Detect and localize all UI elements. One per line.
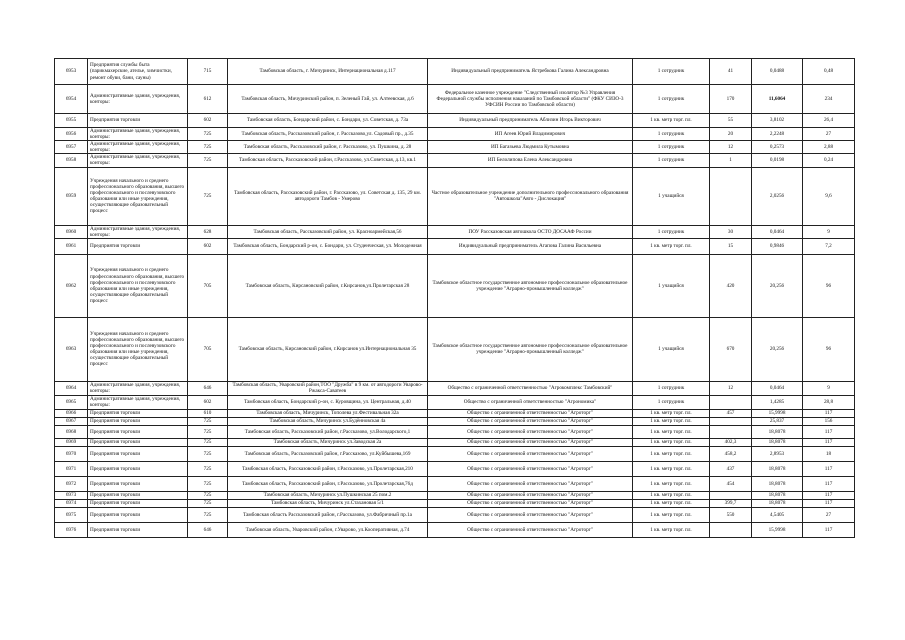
table-row [55,417,855,425]
object-type-cell: Предприятия торговли [88,499,188,507]
object-type-cell: Предприятия торговли [88,507,188,522]
volume-cell: 27 [803,507,855,522]
volume-cell: 26,4 [803,114,855,128]
volume-cell: 117 [803,409,855,417]
unit-cell: 1 кв. метр торг. пл. [633,114,710,128]
row-id-cell: 6965 [55,395,88,409]
code-cell: 610 [188,409,228,417]
norm-cell: 18,8078 [752,491,803,499]
volume-cell: 156 [803,417,855,425]
table-row [55,154,855,167]
row-id-cell: 6953 [55,59,88,85]
unit-cell: 1 кв. метр торг. пл. [633,417,710,425]
table-row [55,409,855,417]
count-cell: 457 [710,409,752,417]
unit-cell: 1 кв. метр торг. пл. [633,499,710,507]
owner-cell: Общество с ограниченной ответственностью "Агроторг" [428,461,633,476]
table-row [55,317,855,381]
code-cell: 646 [188,381,228,395]
row-id-cell: 6960 [55,225,88,238]
code-cell: 725 [188,128,228,141]
table-row [55,381,855,395]
address-cell: Тамбовская область, Мичуринск ул.Заводская 2а [228,438,428,446]
volume-cell: 117 [803,461,855,476]
norm-cell: 18,8078 [752,461,803,476]
object-type-cell: Предприятия торговли [88,476,188,491]
address-cell: Тамбовская область, Кирсановский район, г.Кирсанов,ул.Пролетарская 28 [228,254,428,317]
object-type-cell: Предприятия торговли [88,522,188,537]
count-cell: 1 [710,154,752,167]
address-cell: Тамбовская область, Рассказовский район, г. Рассказово, ул. Пушкина, д. 28 [228,141,428,154]
row-id-cell: 6969 [55,438,88,446]
row-id-cell: 6967 [55,417,88,425]
unit-cell: 1 учащийся [633,167,710,225]
volume-cell: 27 [803,128,855,141]
object-type-cell: Предприятия торговли [88,491,188,499]
unit-cell: 1 сотрудник [633,225,710,238]
norm-cell: 25,837 [752,417,803,425]
row-id-cell: 6962 [55,254,88,317]
owner-cell: Общество с ограниченной ответственностью "Агрономика" [428,395,633,409]
code-cell: 725 [188,417,228,425]
object-type-cell: Предприятия торговли [88,461,188,476]
norm-cell: 0,0464 [752,225,803,238]
table-row [55,141,855,154]
count-cell: 458,2 [710,446,752,461]
table-row [55,446,855,461]
code-cell: 725 [188,167,228,225]
code-cell: 725 [188,491,228,499]
object-type-cell: Административные здания, учреждения, конторы: [88,141,188,154]
object-type-cell: Административные здания, учреждения, конторы: [88,85,188,114]
count-cell: 454 [710,476,752,491]
table-row [55,85,855,114]
code-cell: 628 [188,225,228,238]
address-cell: Тамбовская область, Бондарский район, с. Бондари, ул. Советская, д. 73а [228,114,428,128]
norm-cell: 18,8078 [752,476,803,491]
norm-cell: 0,0488 [752,59,803,85]
norm-cell: 1,4285 [752,395,803,409]
count-cell [710,417,752,425]
table-row [55,461,855,476]
code-cell: 725 [188,507,228,522]
row-id-cell: 6972 [55,476,88,491]
owner-cell: Индивидуальный предприниматель Агапова Галина Васильевна [428,238,633,254]
unit-cell: 1 сотрудник [633,59,710,85]
object-type-cell: Предприятия торговли [88,114,188,128]
address-cell: Тамбовская область, Рассказовский район, г.Рассказово, ул.Володарского,1 [228,425,428,438]
code-cell: 725 [188,141,228,154]
volume-cell: 9 [803,225,855,238]
address-cell: Тамбовская область, Рассказовский район, г.Рассказово, ул.Советская, д.13, кв.1 [228,154,428,167]
address-cell: Тамбовская область, Рассказовский район, г.Рассказово, ул.Пролетарская,76д [228,476,428,491]
address-cell: Тамбовская область, Бондарский р-он, с. Бондари, ул. Студенческая, ул. Молодежная [228,238,428,254]
table-row [55,167,855,225]
table-row [55,476,855,491]
address-cell: Тамбовская область, Рассказовский район, ул. Красноармейская,56 [228,225,428,238]
row-id-cell: 6974 [55,499,88,507]
count-cell: 399,7 [710,499,752,507]
row-id-cell: 6959 [55,167,88,225]
row-id-cell: 6963 [55,317,88,381]
object-type-cell: Предприятия торговли [88,417,188,425]
volume-cell: 234 [803,85,855,114]
norm-cell: 2,8953 [752,446,803,461]
row-id-cell: 6973 [55,491,88,499]
object-type-cell: Предприятия торговли [88,446,188,461]
table-row [55,499,855,507]
registry-table [54,58,855,538]
address-cell: Тамбовская область, Мичуринск, Тополева ул.Фестивальная 32а [228,409,428,417]
object-type-cell: Предприятия торговли [88,238,188,254]
owner-cell: Общество с ограниченной ответственностью "Агроторг" [428,499,633,507]
owner-cell: ИП Белолипова Елена Александровна [428,154,633,167]
unit-cell: 1 кв. метр торг. пл. [633,507,710,522]
code-cell: 612 [188,85,228,114]
volume-cell: 0,24 [803,154,855,167]
row-id-cell: 6955 [55,114,88,128]
owner-cell: Общество с ограниченной ответственностью "Агроторг" [428,507,633,522]
object-type-cell: Предприятия торговли [88,425,188,438]
address-cell: Тамбовская область, Рассказовский район, г. Рассказово,ул. Садовый пр., д.35 [228,128,428,141]
count-cell: 12 [710,141,752,154]
row-id-cell: 6968 [55,425,88,438]
count-cell [710,167,752,225]
unit-cell: 1 сотрудник [633,381,710,395]
unit-cell: 1 кв. метр торг. пл. [633,425,710,438]
address-cell: Тамбовская область, Мичуринск ул.Пушкинская 25 пом.2 [228,491,428,499]
unit-cell: 1 кв. метр торг. пл. [633,461,710,476]
object-type-cell: Учреждения начального и среднего профессионального образования, высшего профессионального и послевузовского образования или иные учреждения, осуществляющие образовательный процесс [88,167,188,225]
norm-cell: 20,256 [752,254,803,317]
row-id-cell: 6956 [55,128,88,141]
count-cell: 12 [710,381,752,395]
norm-cell: 15,9998 [752,522,803,537]
volume-cell: 117 [803,522,855,537]
volume-cell: 2,88 [803,141,855,154]
object-type-cell: Административные здания, учреждения, конторы: [88,154,188,167]
volume-cell: 9,6 [803,167,855,225]
address-cell: Тамбовская область, Бондарский р-он, с. Куровщина, ул. Центральная, д.40 [228,395,428,409]
norm-cell: 0,2573 [752,141,803,154]
norm-cell: 0,9846 [752,238,803,254]
row-id-cell: 6976 [55,522,88,537]
table-row [55,438,855,446]
code-cell: 725 [188,476,228,491]
owner-cell: Общество с ограниченной ответственностью "Агроторг" [428,446,633,461]
owner-cell: Общество с ограниченной ответственностью "Агроторг" [428,491,633,499]
unit-cell: 1 кв. метр торг. пл. [633,409,710,417]
norm-cell: 0,0464 [752,381,803,395]
unit-cell: 1 сотрудник [633,395,710,409]
table-row [55,238,855,254]
volume-cell: 18 [803,446,855,461]
address-cell: Тамбовская область Рассказовский район, г.Рассказово, ул.Фабричный пр.1а [228,507,428,522]
count-cell: 420 [710,254,752,317]
volume-cell: 0,48 [803,59,855,85]
address-cell: Тамбовская область, Мичуринск ул.Будённовская 4а [228,417,428,425]
row-id-cell: 6966 [55,409,88,417]
volume-cell: 117 [803,438,855,446]
count-cell: 437 [710,461,752,476]
owner-cell: Общество с ограниченной ответственностью "Агроторг" [428,438,633,446]
code-cell: 725 [188,461,228,476]
owner-cell: Общество с ограниченной ответственностью "Агроторг" [428,409,633,417]
norm-cell: 11,6064 [752,85,803,114]
count-cell: 15 [710,238,752,254]
unit-cell: 1 сотрудник [633,154,710,167]
table-row [55,425,855,438]
owner-cell: Тамбовское областное государственное автономное профессиональное образовательное учреждение "Аграрно-промышленный колледж" [428,254,633,317]
owner-cell: Общество с ограниченной ответственностью "Агрокомплекс Тамбовский" [428,381,633,395]
norm-cell: 4,5405 [752,507,803,522]
object-type-cell: Предприятия торговли [88,409,188,417]
owner-cell: ИП Багазьева Людмила Кутымовна [428,141,633,154]
norm-cell: 0,0198 [752,154,803,167]
code-cell: 715 [188,59,228,85]
unit-cell: 1 учащийся [633,317,710,381]
code-cell: 602 [188,238,228,254]
owner-cell: ИП Агеев Юрий Владимирович [428,128,633,141]
count-cell: 30 [710,225,752,238]
norm-cell: 18,8078 [752,499,803,507]
address-cell: Тамбовская область, Рассказовский район, г.Рассказово, ул.Пролетарская,210 [228,461,428,476]
row-id-cell: 6975 [55,507,88,522]
count-cell: 550 [710,507,752,522]
count-cell: 41 [710,59,752,85]
object-type-cell: Административные здания, учреждения, конторы: [88,128,188,141]
row-id-cell: 6971 [55,461,88,476]
unit-cell: 1 кв. метр торг. пл. [633,446,710,461]
owner-cell: Частное образовательное учреждение дополнительного профессионального образования "Автошкола"Авто - Дислокация" [428,167,633,225]
object-type-cell: Учреждения начального и среднего профессионального образования, высшего профессионального и послевузовского образования или иные учреждения, осуществляющие образовательный процесс [88,254,188,317]
owner-cell: Тамбовское областное государственное автономное профессиональное образовательное учреждение "Аграрно-промышленный колледж" [428,317,633,381]
unit-cell: 1 учащийся [633,254,710,317]
table-row [55,59,855,85]
norm-cell: 15,9998 [752,409,803,417]
owner-cell: Индивидуальный предприниматель Аблизин Игорь Викторович [428,114,633,128]
norm-cell: 18,8078 [752,438,803,446]
unit-cell: 1 сотрудник [633,128,710,141]
owner-cell: Общество с ограниченной ответственностью "Агроторг" [428,476,633,491]
count-cell: 20 [710,128,752,141]
row-id-cell: 6958 [55,154,88,167]
code-cell: 725 [188,425,228,438]
norm-cell: 2,0256 [752,167,803,225]
unit-cell: 1 кв. метр торг. пл. [633,522,710,537]
registry-table-body [55,59,855,538]
object-type-cell: Административные здания, учреждения, конторы: [88,225,188,238]
address-cell: Тамбовская область, г. Мичуринск, Интернациональная д.117 [228,59,428,85]
table-row [55,491,855,499]
owner-cell: ПОУ Рассказовская автошкола ОСТО ДОСААФ России [428,225,633,238]
code-cell: 602 [188,395,228,409]
count-cell: 402,3 [710,438,752,446]
unit-cell: 1 кв. метр торг. пл. [633,238,710,254]
object-type-cell: Административные здания, учреждения, конторы: [88,395,188,409]
count-cell [710,395,752,409]
owner-cell: Федеральное казенное учреждение "Следственный изолятор №3 Управления Федеральной службы исполнения наказаний по Тамбовской области" (ФКУ СИЗО-3 УФСИН России по Тамбовской области) [428,85,633,114]
object-type-cell: Учреждения начального и среднего профессионального образования, высшего профессионального и послевузовского образования или иные учреждения, осуществляющие образовательный процесс [88,317,188,381]
count-cell [710,522,752,537]
unit-cell: 1 сотрудник [633,85,710,114]
unit-cell: 1 сотрудник [633,141,710,154]
row-id-cell: 6970 [55,446,88,461]
address-cell: Тамбовская область, Кирсановский район, г.Кирсанов ул.Интернациональная 35 [228,317,428,381]
registry-sheet [54,58,854,538]
code-cell: 646 [188,522,228,537]
code-cell: 602 [188,114,228,128]
address-cell: Тамбовская область, Уваровский район, г.Уварово, ул.Кооперативная, д.74 [228,522,428,537]
volume-cell: 9 [803,381,855,395]
count-cell: 670 [710,317,752,381]
code-cell: 725 [188,446,228,461]
object-type-cell: Предприятия службы быта (парикмахерские, ателье, химчистки, ремонт обуви, бани, сауны) [88,59,188,85]
address-cell: Тамбовская область, Рассказовский район, г. Рассказово, ул. Советская д. 135, 29 км. автодороги Тамбов - Умерово [228,167,428,225]
row-id-cell: 6964 [55,381,88,395]
volume-cell: 117 [803,476,855,491]
table-row [55,254,855,317]
code-cell: 705 [188,254,228,317]
volume-cell: 117 [803,491,855,499]
address-cell: Тамбовская область, Мичуринск ул.Стахановая 5/1 [228,499,428,507]
object-type-cell: Предприятия торговли [88,438,188,446]
unit-cell: 1 кв. метр торг. пл. [633,476,710,491]
row-id-cell: 6961 [55,238,88,254]
code-cell: 725 [188,438,228,446]
address-cell: Тамбовская область, Уваровский район,ТОО "Дружба" в 9 км. от автодороги Уварово-Ржакса-Саватеев [228,381,428,395]
code-cell: 725 [188,154,228,167]
table-row [55,225,855,238]
count-cell [710,425,752,438]
count-cell: 55 [710,114,752,128]
code-cell: 725 [188,499,228,507]
table-row [55,128,855,141]
unit-cell: 1 кв. метр торг. пл. [633,491,710,499]
object-type-cell: Административные здания, учреждения, конторы: [88,381,188,395]
unit-cell: 1 кв. метр торг. пл. [633,438,710,446]
count-cell: 170 [710,85,752,114]
address-cell: Тамбовская область, Мичуринский район, п. Зеленый Гай, ул. Алтеевская, д.6 [228,85,428,114]
norm-cell: 20,256 [752,317,803,381]
volume-cell: 7,2 [803,238,855,254]
volume-cell: 96 [803,254,855,317]
code-cell: 705 [188,317,228,381]
norm-cell: 18,8078 [752,425,803,438]
volume-cell: 96 [803,317,855,381]
volume-cell: 28,8 [803,395,855,409]
owner-cell: Общество с ограниченной ответственностью "Агроторг" [428,522,633,537]
table-row [55,114,855,128]
owner-cell: Общество с ограниченной ответственностью "Агроторг" [428,417,633,425]
table-row [55,522,855,537]
norm-cell: 2,2248 [752,128,803,141]
norm-cell: 3,8102 [752,114,803,128]
table-row [55,507,855,522]
row-id-cell: 6954 [55,85,88,114]
volume-cell: 117 [803,425,855,438]
owner-cell: Индивидуальный предприниматель Ястребкова Галина Александровна [428,59,633,85]
owner-cell: Общество с ограниченной ответственностью "Агроторг" [428,425,633,438]
count-cell [710,491,752,499]
table-row [55,395,855,409]
address-cell: Тамбовская область, Рассказовский район, г.Рассказово, ул.Куйбышева,169 [228,446,428,461]
row-id-cell: 6957 [55,141,88,154]
volume-cell: 117 [803,499,855,507]
